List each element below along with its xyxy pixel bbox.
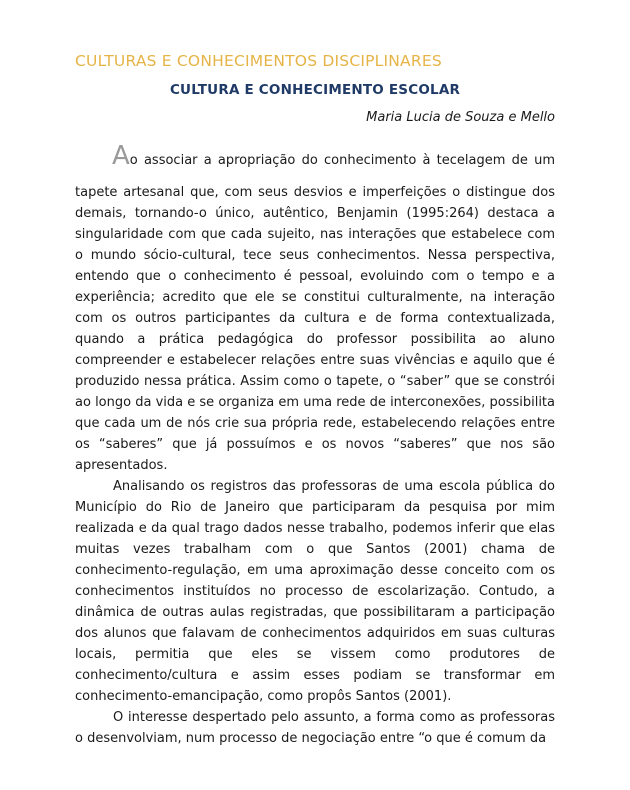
paragraph-3: O interesse despertado pelo assunto, a forma como as professoras o desenvolviam, num processo de negociação entre “o que é comum da (75, 710, 555, 746)
paragraph-1-text: tapete artesanal que, com seus desvios e imperfeições o distingue dos demais, tornando-o único, autêntico, Benjamin (1995:264) destaca a singularidade com que cada sujeito, nas interações que estabelece com o mundo sócio-cultural, tece seus conhecimentos. Nessa perspectiva, entendo que o conhecimento é pessoal, evoluindo com o tempo e a experiência; acredito que ele se constitui culturalmente, na interação com os outros participantes da cultura e de forma contextualizada, quando a prática pedagógica do professor possibilita ao aluno compreender e estabelecer relações entre suas vivências e aquilo que é produzido nessa prática. Assim como o tapete, o “saber” que se constrói ao longo da vida e se organiza em uma rede de interconexões, possibilita que cada um de nós crie sua própria rede, estabelecendo relações entre os “saberes” que já possuímos e os novos “saberes” que nos são apresentados. (75, 185, 555, 473)
paragraph-1 (75, 140, 555, 476)
drop-cap: A (112, 141, 130, 171)
paragraph-2: Analisando os registros das professoras de uma escola pública do Município do Rio de Janeiro que participaram da pesquisa por mim realizada e da qual trago dados nesse trabalho, podemos inferir que elas muitas vezes trabalham com o que Santos (2001) chama de conhecimento-regulação, em uma aproximação desse conceito com os conhecimentos instituídos no processo de escolarização. Contudo, a dinâmica de outras aulas registradas, que possibilitaram a participação dos alunos que falavam de conhecimentos adquiridos em suas culturas locais, permitia que eles se vissem como produtores de conhecimento/cultura e assim esses podiam se transformar em conhecimento-emancipação, como propôs Santos (2001). (75, 479, 555, 704)
section-header: CULTURAS E CONHECIMENTOS DISCIPLINARES (75, 52, 442, 70)
article-title: CULTURA E CONHECIMENTO ESCOLAR (169, 82, 461, 98)
article-body (75, 140, 555, 749)
author-name: Maria Lucia de Souza e Mello (366, 110, 555, 125)
first-line-text: o associar a apropriação do conhecimento à tecelagem de um (129, 153, 555, 168)
first-line (75, 140, 555, 182)
